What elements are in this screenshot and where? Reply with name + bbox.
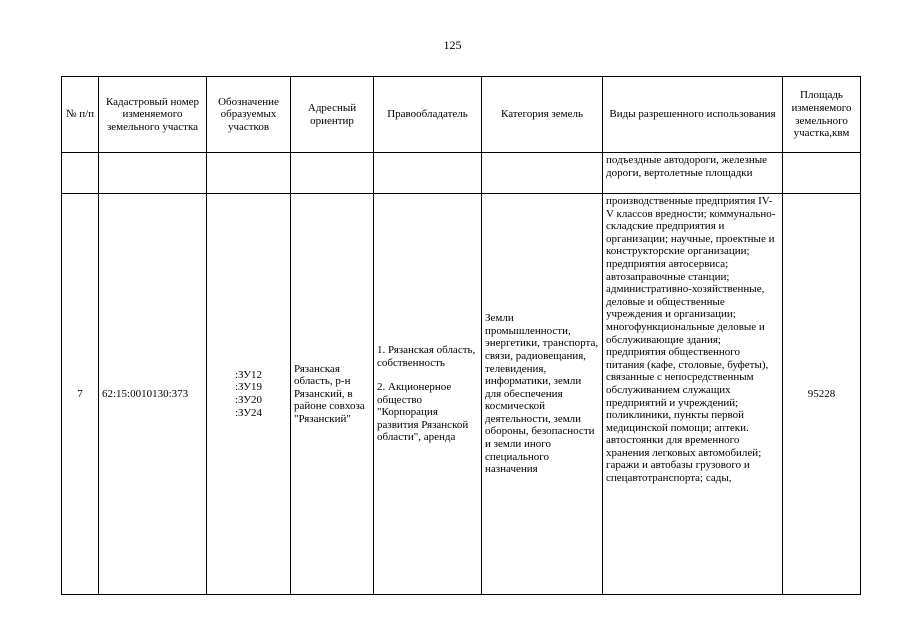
table-row-continuation [62,153,861,194]
cell-empty [291,153,374,194]
owner-2: 2. Акционерное общество "Корпорация развития Рязанской области", аренда [377,381,469,444]
cell-empty [374,153,482,194]
header-owner: Правообладатель [374,77,482,153]
owner-gap [377,369,478,381]
cell-num: 7 [62,194,99,595]
table-row [62,194,861,595]
cell-usage-continuation: подъездные автодороги, железные дороги, вертолетные площадки [603,153,783,194]
header-cadastral: Кадастровый номер изменяемого земельного участка [99,77,207,153]
cell-usage: производственные предприятия IV- V классов вредности; коммунально-складские предприятия и организации; научные, проектные и конструкторские организации; предприятия автосервиса; автозаправочные станции; административно-хозяйственные, деловые и общественные учреждения и организации; многофункциональные деловые и обслуживающие здания; предприятия общественного питания (кафе, столовые, буфеты), связанные с непосредственным обслуживанием служащих предприятий и учреждений; поликлиники, пункты первой медицинской помощи; аптеки. автостоянки для временного хранения легковых автомобилей; гаражи и автобазы грузового и спецавтотранспорта; сады, [603,194,783,595]
header-num: № п/п [62,77,99,153]
header-area: Площадь изменяемого земельного участка,квм [783,77,861,153]
header-category: Категория земель [482,77,603,153]
cell-empty [207,153,291,194]
cell-empty [783,153,861,194]
header-usage: Виды разрешенного использования [603,77,783,153]
table-header-row [62,77,861,153]
page-number: 125 [443,38,462,52]
cell-designation: :ЗУ12 :ЗУ19 :ЗУ20 :ЗУ24 [207,194,291,595]
owner-1: 1. Рязанская область, собственность [377,343,476,369]
land-plots-table [61,76,861,595]
header-designation: Обозначение образуемых участков [207,77,291,153]
cell-empty [482,153,603,194]
cell-cadastral: 62:15:0010130:373 [99,194,207,595]
cell-empty [99,153,207,194]
cell-area: 95228 [783,194,861,595]
header-address: Адресный ориентир [291,77,374,153]
cell-owner [374,194,482,595]
cell-address: Рязанская область, р-н Рязанский, в районе совхоза "Рязанский" [291,194,374,595]
cell-empty [62,153,99,194]
cell-category: Земли промышленности, энергетики, транспорта, связи, радиовещания, телевидения, информатики, земли для обеспечения космической деятельности, земли обороны, безопасности и земли иного специального назначения [482,194,603,595]
